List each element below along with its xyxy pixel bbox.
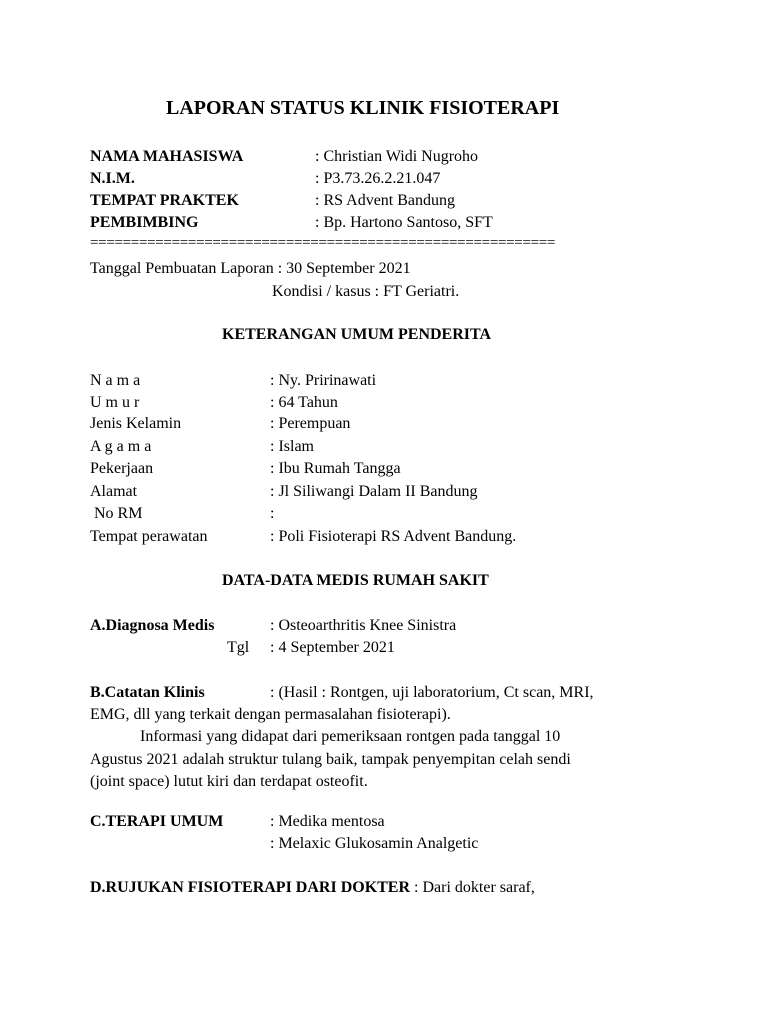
patient-age-value: : 64 Tahun bbox=[270, 394, 338, 411]
patient-address-label: Alamat bbox=[90, 483, 138, 500]
case-condition: Kondisi / kasus : FT Geriatri. bbox=[272, 283, 460, 300]
practice-place-label: TEMPAT PRAKTEK bbox=[90, 192, 239, 209]
supervisor-value: : Bp. Hartono Santoso, SFT bbox=[315, 214, 493, 231]
patient-age-label: U m u r bbox=[90, 394, 140, 411]
care-place-value: : Poli Fisioterapi RS Advent Bandung. bbox=[270, 528, 517, 545]
clinical-notes-line2: EMG, dll yang terkait dengan permasalahan fisioterapi). bbox=[90, 706, 451, 723]
nim-value: : P3.73.26.2.21.047 bbox=[315, 170, 441, 187]
document-title: LAPORAN STATUS KLINIK FISIOTERAPI bbox=[166, 97, 560, 119]
patient-occupation-value: : Ibu Rumah Tangga bbox=[270, 460, 401, 477]
referral-label: D.RUJUKAN FISIOTERAPI DARI DOKTER bbox=[90, 879, 411, 896]
patient-gender-value: : Perempuan bbox=[270, 415, 351, 432]
care-place-label: Tempat perawatan bbox=[90, 528, 208, 545]
referral-line bbox=[90, 878, 535, 898]
general-therapy-label: C.TERAPI UMUM bbox=[90, 813, 224, 830]
diagnosis-label: A.Diagnosa Medis bbox=[90, 617, 215, 634]
supervisor-label: PEMBIMBING bbox=[90, 214, 199, 231]
patient-name-value: : Ny. Pririnawati bbox=[270, 372, 377, 389]
clinical-notes-line4: Agustus 2021 adalah struktur tulang baik, tampak penyempitan celah sendi bbox=[90, 751, 571, 768]
practice-place-value: : RS Advent Bandung bbox=[315, 192, 456, 209]
diagnosis-value: : Osteoarthritis Knee Sinistra bbox=[270, 617, 457, 634]
medical-section-heading: DATA-DATA MEDIS RUMAH SAKIT bbox=[222, 572, 489, 589]
patient-address-value: : Jl Siliwangi Dalam II Bandung bbox=[270, 483, 478, 500]
general-therapy-line2: : Melaxic Glukosamin Analgetic bbox=[270, 835, 479, 852]
clinical-notes-line3: Informasi yang didapat dari pemeriksaan rontgen pada tanggal 10 bbox=[140, 728, 561, 745]
general-therapy-line1: : Medika mentosa bbox=[270, 813, 385, 830]
patient-occupation-label: Pekerjaan bbox=[90, 460, 154, 477]
medical-record-label: No RM bbox=[94, 505, 143, 522]
referral-value: : Dari dokter saraf, bbox=[410, 879, 535, 896]
clinical-notes-label: B.Catatan Klinis bbox=[90, 684, 205, 701]
report-date: Tanggal Pembuatan Laporan : 30 September 2021 bbox=[90, 260, 411, 277]
patient-name-label: N a m a bbox=[90, 372, 141, 389]
diagnosis-date-label: Tgl bbox=[227, 639, 250, 656]
diagnosis-date-value: : 4 September 2021 bbox=[270, 639, 395, 656]
clinical-notes-line1: : (Hasil : Rontgen, uji laboratorium, Ct scan, MRI, bbox=[270, 684, 594, 701]
nim-label: N.I.M. bbox=[90, 170, 135, 187]
student-name-value: : Christian Widi Nugroho bbox=[315, 148, 479, 165]
patient-section-heading: KETERANGAN UMUM PENDERITA bbox=[222, 326, 492, 343]
patient-religion-value: : Islam bbox=[270, 438, 314, 455]
patient-religion-label: A g a m a bbox=[90, 438, 152, 455]
medical-record-value: : bbox=[270, 505, 275, 522]
clinical-notes-line5: (joint space) lutut kiri dan terdapat osteofit. bbox=[90, 773, 368, 790]
separator-line: ========================================================= bbox=[90, 235, 556, 251]
student-name-label: NAMA MAHASISWA bbox=[90, 148, 244, 165]
patient-gender-label: Jenis Kelamin bbox=[90, 415, 182, 432]
